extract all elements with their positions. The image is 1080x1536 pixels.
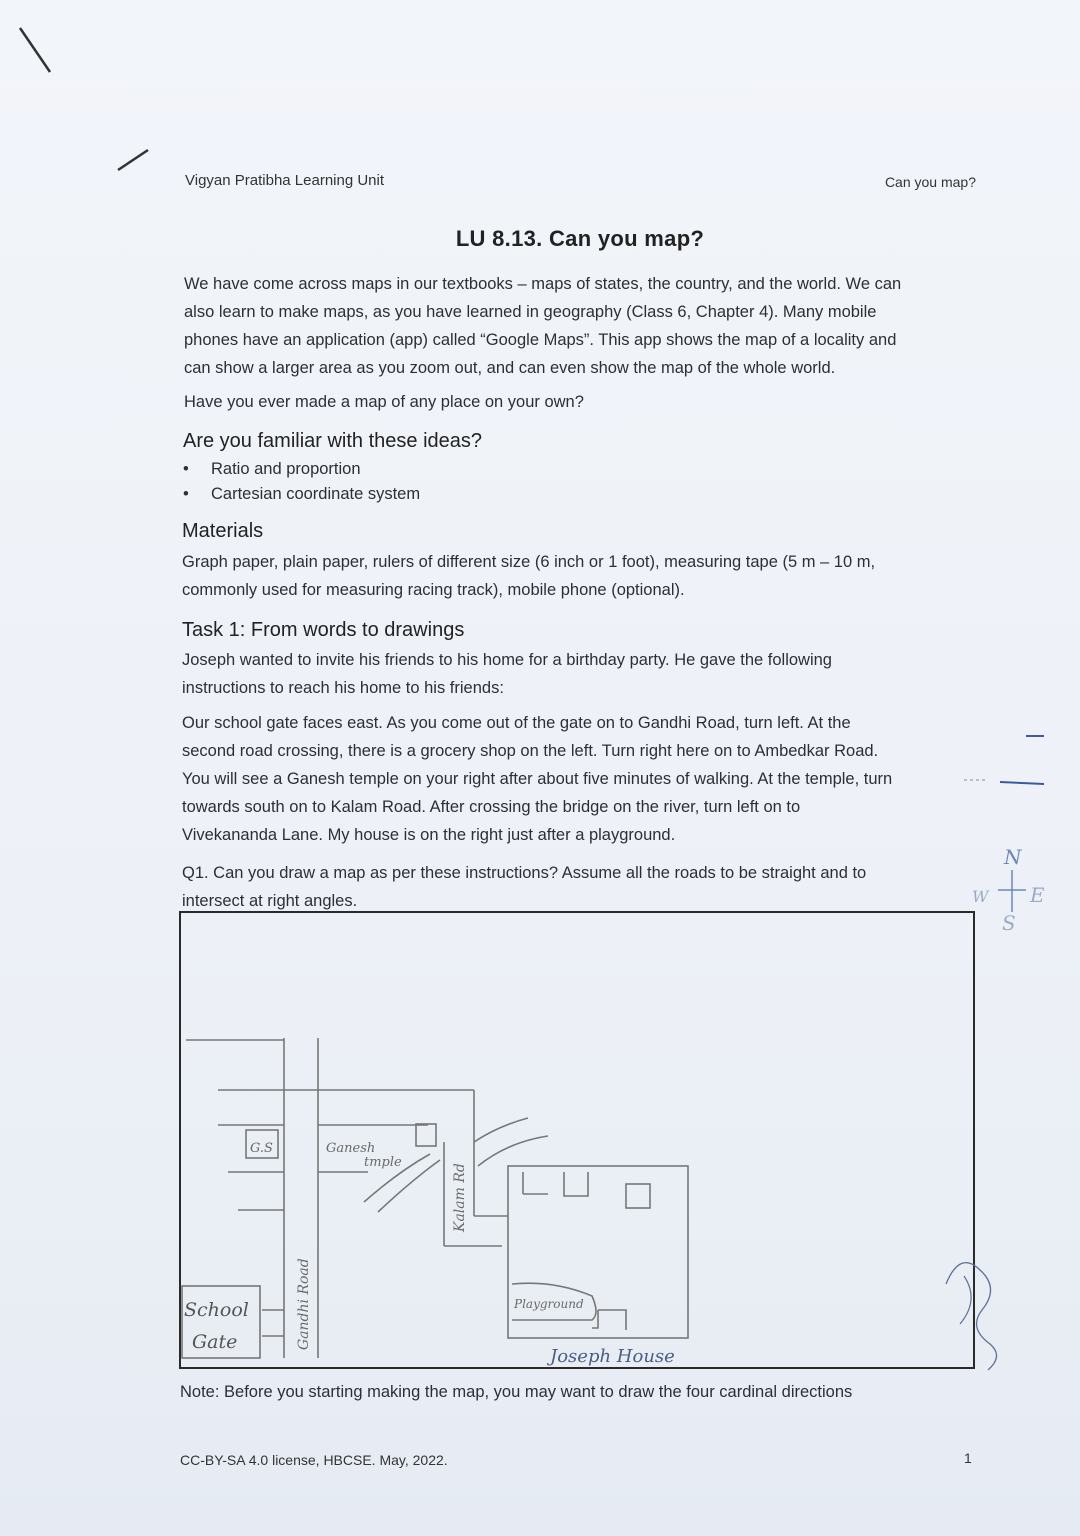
materials-line: commonly used for measuring racing track), mobile phone (optional). <box>182 581 685 599</box>
ideas-item-label: Ratio and proportion <box>211 460 361 478</box>
sketch-labels <box>184 1141 675 1367</box>
ideas-list-item: • Cartesian coordinate system <box>183 485 421 503</box>
task1-intro-paragraph <box>182 646 974 702</box>
pencil-sketch-map <box>182 1038 688 1358</box>
compass-w-label: W <box>972 887 989 906</box>
header-right: Can you map? <box>884 174 976 190</box>
ideas-list-item: • Ratio and proportion <box>183 460 361 478</box>
directions-paragraph <box>182 709 974 849</box>
pen-mark-decoration <box>0 0 200 200</box>
school-gate-label: School <box>184 1299 249 1321</box>
intro-question: Have you ever made a map of any place on your own? <box>184 393 584 411</box>
compass-e-label: E <box>1030 883 1045 907</box>
page-title: LU 8.13. Can you map? <box>455 226 705 251</box>
compass-s-label: S <box>1002 911 1016 935</box>
note-text: Note: Before you starting making the map, you may want to draw the four cardinal directions <box>180 1383 853 1401</box>
directions-line: second road crossing, there is a grocery shop on the left. Turn right here on to Ambedkar Road. <box>182 742 879 760</box>
gandhi-road-label: Gandhi Road <box>296 1258 312 1350</box>
q1-line: intersect at right angles. <box>182 892 358 910</box>
intro-line: phones have an application (app) called “Google Maps”. This app shows the map of a locality and <box>184 331 897 349</box>
intro-line: We have come across maps in our textbooks – maps of states, the country, and the world. We can <box>184 275 902 293</box>
kalam-road-label: Kalam Rd <box>452 1163 468 1232</box>
materials-paragraph <box>182 548 974 604</box>
ideas-item-label: Cartesian coordinate system <box>211 485 421 503</box>
grocery-shop-label: G.S <box>250 1141 273 1156</box>
directions-line: Vivekananda Lane. My house is on the right just after a playground. <box>182 826 676 844</box>
materials-heading: Materials <box>182 520 264 542</box>
task1-heading: Task 1: From words to drawings <box>182 619 465 641</box>
directions-line: Our school gate faces east. As you come out of the gate on to Gandhi Road, turn left. At the <box>182 714 851 732</box>
page-number: 1 <box>964 1450 972 1466</box>
ideas-heading: Are you familiar with these ideas? <box>183 430 483 452</box>
intro-line: also learn to make maps, as you have learned in geography (Class 6, Chapter 4). Many mobile <box>184 303 877 321</box>
compass-n-label: N <box>1004 845 1022 869</box>
question-q1 <box>182 859 974 915</box>
directions-line: You will see a Ganesh temple on your right after about five minutes of walking. At the temple, turn <box>182 770 893 788</box>
playground-label: Playground <box>514 1297 584 1311</box>
temple-label: Ganesh <box>326 1141 376 1156</box>
temple-label-2: tmple <box>364 1155 402 1170</box>
intro-line: can show a larger area as you zoom out, and can even show the map of the whole world. <box>184 359 836 377</box>
header-left: Vigyan Pratibha Learning Unit <box>185 172 385 189</box>
footer-license: CC-BY-SA 4.0 license, HBCSE. May, 2022. <box>180 1452 448 1468</box>
directions-line: towards south on to Kalam Road. After crossing the bridge on the river, turn left on to <box>182 798 801 816</box>
task1-intro-line: Joseph wanted to invite his friends to his home for a birthday party. He gave the following <box>182 651 832 669</box>
school-gate-label-2: Gate <box>192 1331 238 1353</box>
task1-intro-line: instructions to reach his home to his friends: <box>182 679 504 697</box>
q1-line: Q1. Can you draw a map as per these instructions? Assume all the roads to be straight and to <box>182 864 867 882</box>
map-drawing-box <box>178 910 980 1372</box>
margin-scribble <box>920 1240 1030 1400</box>
intro-paragraph <box>184 270 976 382</box>
materials-line: Graph paper, plain paper, rulers of different size (6 inch or 1 foot), measuring tape (5 m – 10 m, <box>182 553 876 571</box>
joseph-house-label: Joseph House <box>550 1346 675 1367</box>
